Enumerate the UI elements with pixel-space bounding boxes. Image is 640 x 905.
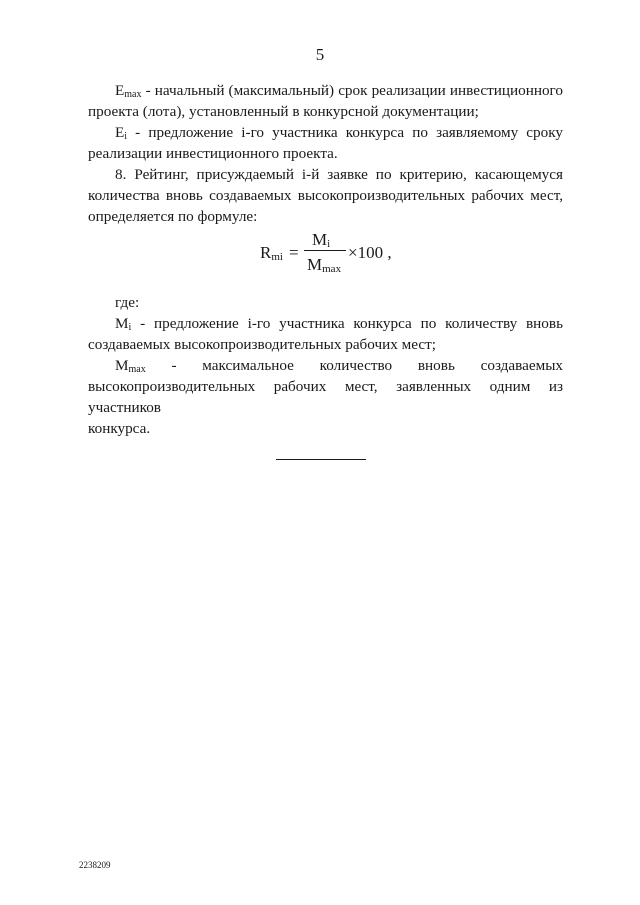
formula-multiplier: ×100 ,	[348, 243, 392, 262]
symbol: E	[115, 82, 125, 99]
formula-lhs-symbol: R	[260, 243, 272, 262]
definition-e-max	[88, 80, 563, 122]
symbol-subscript: max	[124, 89, 142, 100]
definition-e-i	[88, 122, 563, 164]
symbol: M	[115, 357, 129, 374]
formula-lhs	[260, 242, 283, 263]
formula-equals: =	[289, 243, 299, 262]
definition-line: высокопроизводительных рабочих мест, заявленных одним из участников	[88, 378, 563, 416]
definition-line	[88, 355, 563, 376]
fraction-bar	[304, 250, 346, 251]
clause-line: количества вновь создаваемых высокопроизводительных рабочих мест,	[88, 187, 563, 204]
definition-line: конкурса.	[88, 420, 151, 437]
page-number: 5	[315, 45, 325, 64]
clause-line: 8. Рейтинг, присуждаемый i-й заявке по критерию, касающемуся	[115, 166, 563, 183]
definition-line: создаваемых высокопроизводительных рабочих мест;	[88, 336, 436, 353]
clause-8	[88, 164, 563, 227]
denominator-symbol: M	[307, 255, 323, 274]
definition-m-max	[88, 355, 563, 439]
definition-text: - максимальное количество вновь создаваемых	[145, 357, 563, 374]
symbol: E	[115, 124, 125, 141]
formula-lhs-subscript: mi	[271, 251, 283, 263]
numerator-symbol: M	[312, 230, 328, 249]
definition-line	[88, 122, 563, 143]
end-separator-line	[276, 459, 366, 460]
symbol-subscript: max	[128, 364, 146, 375]
clause-line: определяется по формуле:	[88, 208, 258, 225]
denominator-subscript: max	[322, 263, 342, 275]
definition-line: проекта (лота), установленный в конкурсной документации;	[88, 103, 479, 120]
formula-numerator	[312, 229, 330, 250]
document-body-bottom	[88, 313, 563, 439]
numerator-subscript: i	[327, 238, 331, 250]
formula-denominator	[307, 254, 341, 275]
definition-m-i	[88, 313, 563, 355]
definition-text: - начальный (максимальный) срок реализации инвестиционного	[141, 82, 563, 99]
symbol: M	[115, 315, 129, 332]
definition-text: - предложение i-го участника конкурса по количеству вновь	[131, 315, 563, 332]
definition-line: реализации инвестиционного проекта.	[88, 145, 338, 162]
definition-line	[88, 313, 563, 334]
symbol-subscript: i	[128, 322, 132, 333]
document-code: 2238209	[79, 860, 111, 870]
definition-line	[88, 80, 563, 101]
symbol-subscript: i	[124, 131, 128, 142]
where-label: где:	[115, 294, 140, 311]
definition-text: - предложение i-го участника конкурса по заявляемому сроку	[127, 124, 563, 141]
document-body-top	[88, 80, 563, 227]
